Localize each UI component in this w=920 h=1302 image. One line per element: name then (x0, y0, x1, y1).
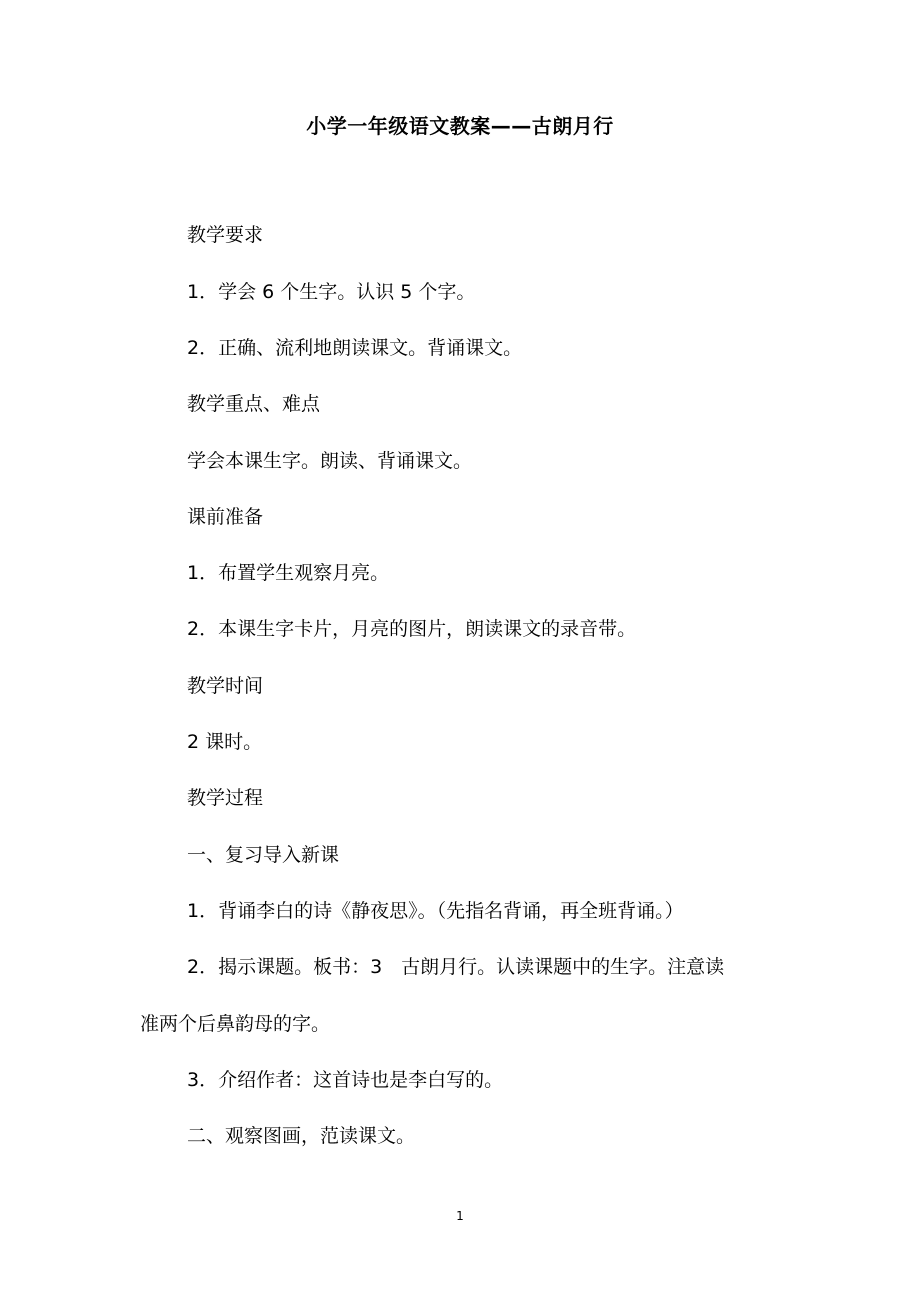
paragraph-time: 2 课时。 (187, 731, 263, 753)
paragraph-step-3: 3．介绍作者：这首诗也是李白写的。 (187, 1069, 504, 1091)
paragraph-section-2-heading: 二、观察图画，范读课文。 (187, 1125, 416, 1147)
paragraph-requirement-1: 1．学会 6 个生字。认识 5 个字。 (187, 281, 476, 303)
paragraph-preparation-1: 1．布置学生观察月亮。 (187, 562, 390, 584)
paragraph-time-heading: 教学时间 (187, 675, 264, 697)
paragraph-step-1: 1．背诵李白的诗《静夜思》。（先指名背诵，再全班背诵。） (187, 900, 684, 922)
paragraph-process-heading: 教学过程 (187, 787, 264, 809)
paragraph-step-2-line-1: 2．揭示课题。板书：3 古朗月行。认读课题中的生字。注意读 (187, 956, 725, 978)
paragraph-key-points: 学会本课生字。朗读、背诵课文。 (187, 450, 473, 472)
paragraph-teaching-requirements-heading: 教学要求 (187, 224, 264, 246)
paragraph-preparation-heading: 课前准备 (187, 506, 264, 528)
paragraph-section-1-heading: 一、复习导入新课 (187, 844, 340, 866)
page-number: 1 (456, 1209, 464, 1223)
paragraph-preparation-2: 2．本课生字卡片，月亮的图片，朗读课文的录音带。 (187, 618, 637, 640)
paragraph-requirement-2: 2．正确、流利地朗读课文。背诵课文。 (187, 337, 523, 359)
paragraph-step-2-line-2: 准两个后鼻韵母的字。 (140, 1013, 331, 1035)
document-title: 小学一年级语文教案——古朗月行 (306, 114, 614, 138)
paragraph-key-points-heading: 教学重点、难点 (187, 393, 321, 415)
